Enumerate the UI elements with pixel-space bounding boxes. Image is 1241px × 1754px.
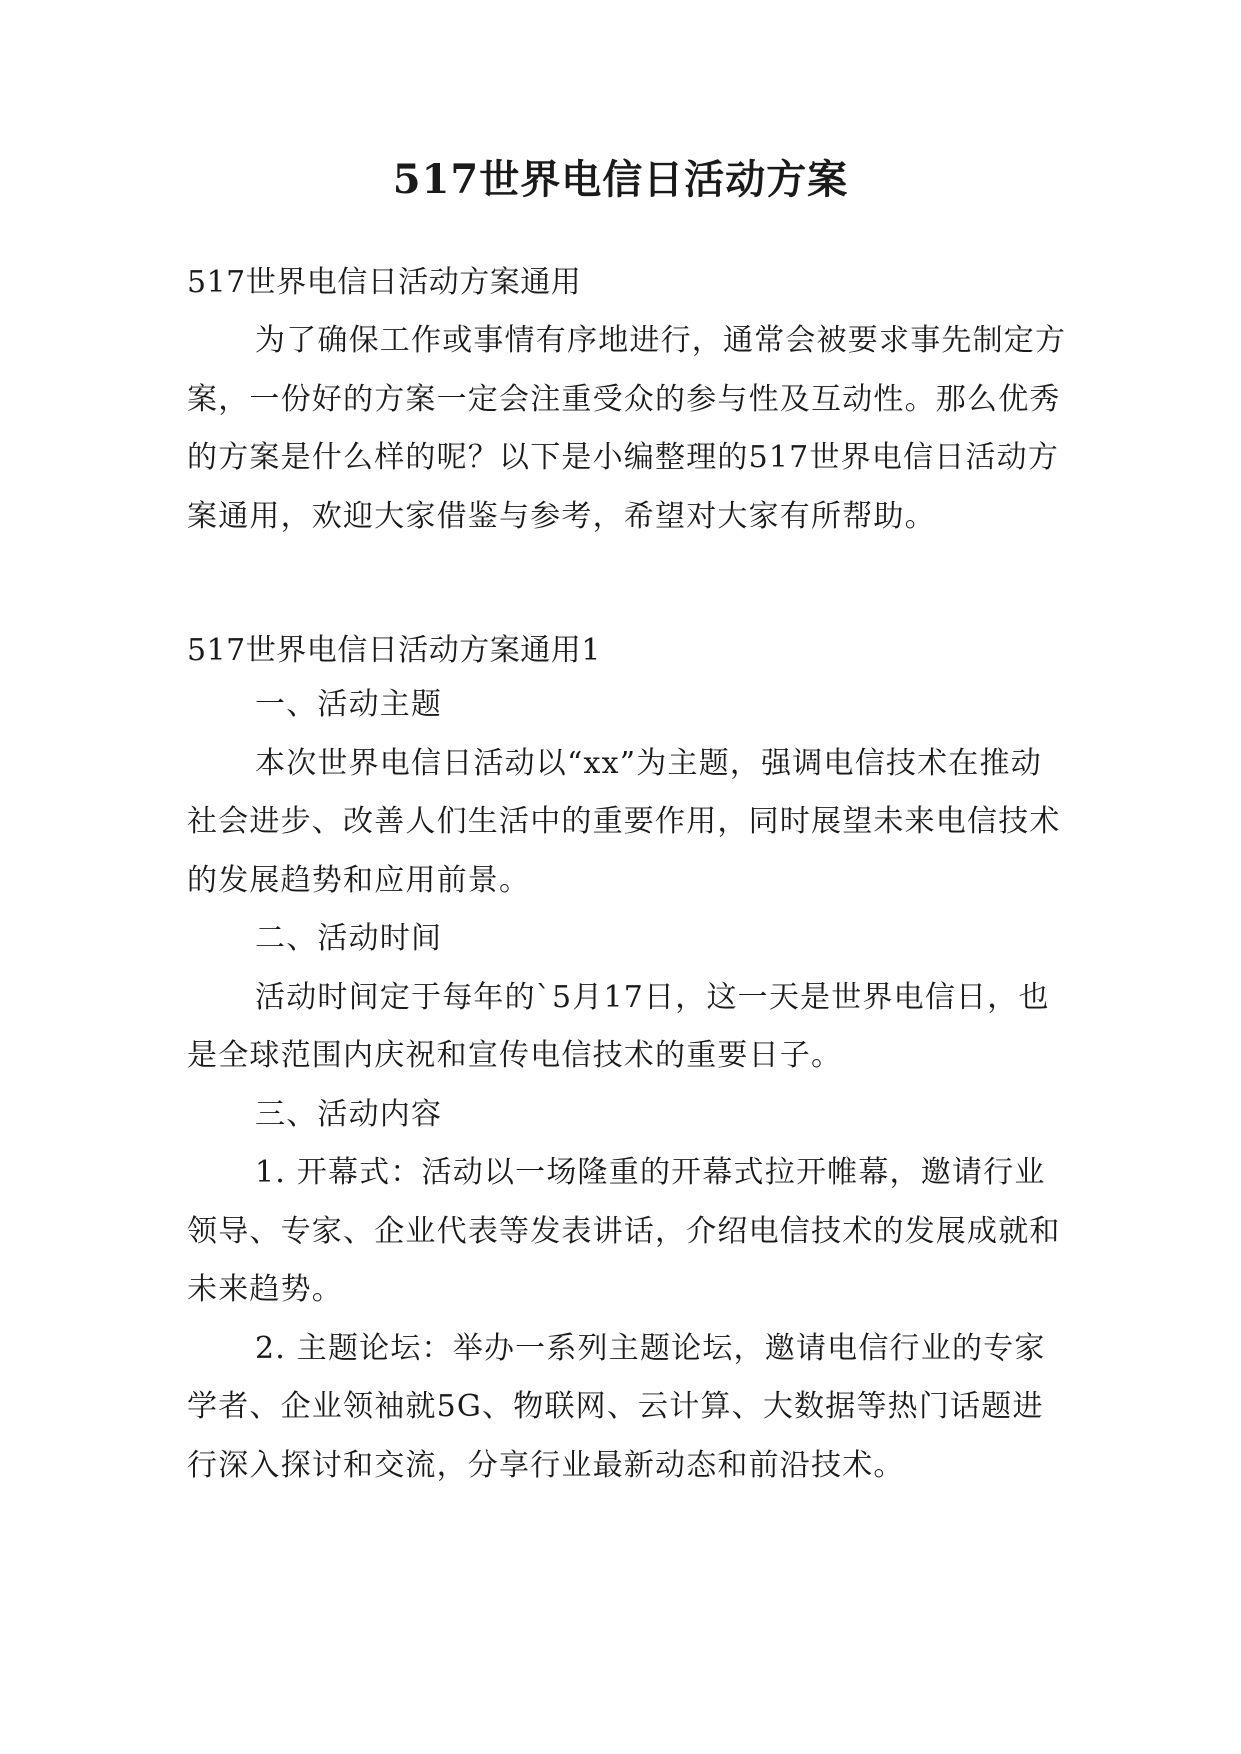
- paragraph-forum: 2. 主题论坛：举办一系列主题论坛，邀请电信行业的专家学者、企业领袖就5G、物联网、云计算、大数据等热门话题进行深入探讨和交流，分享行业最新动态和前沿技术。: [187, 1330, 1046, 1483]
- intro-block: [187, 312, 1067, 546]
- heading-theme: 一、活动主题: [255, 687, 443, 722]
- section-body: [187, 676, 1067, 1495]
- paragraph-theme: 本次世界电信日活动以“xx”为主题，强调电信技术在推动社会进步、改善人们生活中的重要作用，同时展望未来电信技术的发展趋势和应用前景。: [187, 745, 1061, 898]
- intro-paragraph: 为了确保工作或事情有序地进行，通常会被要求事先制定方案，一份好的方案一定会注重受众的参与性及互动性。那么优秀的方案是什么样的呢？以下是小编整理的517世界电信日活动方案通用，欢迎大家借鉴与参考，希望对大家有所帮助。: [187, 323, 1067, 534]
- document-subtitle: 517世界电信日活动方案通用: [187, 265, 582, 300]
- paragraph-opening: 1. 开幕式：活动以一场隆重的开幕式拉开帷幕，邀请行业领导、专家、企业代表等发表讲话，介绍电信技术的发展成就和未来趋势。: [187, 1155, 1061, 1307]
- heading-content: 三、活动内容: [255, 1096, 443, 1132]
- document-title: 517世界电信日活动方案: [392, 156, 849, 203]
- heading-time: 二、活动时间: [255, 921, 443, 956]
- section-heading: 517世界电信日活动方案通用1: [187, 633, 601, 668]
- paragraph-time: 活动时间定于每年的`5月17日，这一天是世界电信日，也是全球范围内庆祝和宣传电信技术的重要日子。: [187, 979, 1050, 1073]
